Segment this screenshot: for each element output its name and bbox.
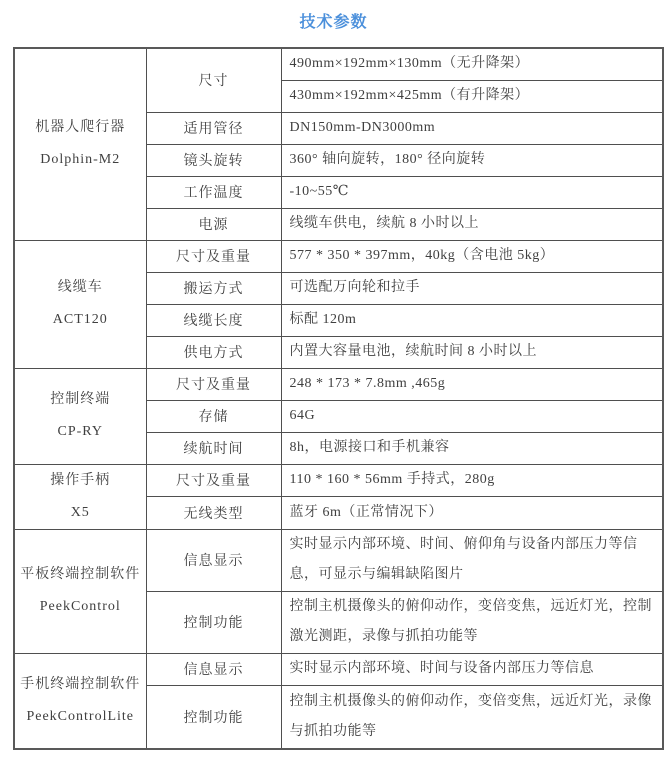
spec-value-cell: 控制主机摄像头的俯仰动作，变倍变焦，远近灯光，录像与抓拍功能等 xyxy=(281,685,663,749)
product-model: CP-RY xyxy=(57,424,103,439)
spec-value-cell: 360° 轴向旋转，180° 径向旋转 xyxy=(281,144,663,176)
product-model: X5 xyxy=(70,504,90,520)
product-model: PeekControl xyxy=(39,599,121,614)
spec-label-cell: 搬运方式 xyxy=(146,272,281,304)
spec-value-cell: 内置大容量电池，续航时间 8 小时以上 xyxy=(281,336,663,368)
spec-label-cell: 无线类型 xyxy=(146,497,281,530)
product-model: Dolphin-M2 xyxy=(40,152,121,168)
spec-label-cell: 信息显示 xyxy=(146,653,281,685)
spec-value-cell: 110 * 160 * 56mm 手持式，280g xyxy=(281,464,663,497)
page-title: 技术参数 xyxy=(299,14,368,31)
table-row xyxy=(14,464,663,497)
spec-value-cell: 标配 120m xyxy=(281,304,663,336)
spec-label-cell: 适用管径 xyxy=(146,112,281,144)
product-model: PeekControlLite xyxy=(26,708,135,724)
product-name-cn: 手机终端控制软件 xyxy=(20,676,141,692)
spec-label-cell: 存储 xyxy=(146,400,281,432)
specs-table xyxy=(13,47,664,750)
spec-label-cell: 电源 xyxy=(146,208,281,240)
product-cell-act120 xyxy=(14,240,146,368)
product-name-cn: 线缆车 xyxy=(57,280,103,295)
spec-value-cell: 实时显示内部环境、时间、俯仰角与设备内部压力等信息，可显示与编辑缺陷图片 xyxy=(281,529,663,591)
product-cell-x5 xyxy=(14,464,146,529)
spec-label-cell: 控制功能 xyxy=(146,685,281,749)
spec-label-cell: 尺寸 xyxy=(146,48,281,112)
spec-label-cell: 供电方式 xyxy=(146,336,281,368)
spec-value-cell: 实时显示内部环境、时间与设备内部压力等信息 xyxy=(281,653,663,685)
spec-value-cell: 577 * 350 * 397mm，40kg（含电池 5kg） xyxy=(281,240,663,272)
spec-label-cell: 尺寸及重量 xyxy=(146,240,281,272)
product-cell-peekcontrol xyxy=(14,529,146,653)
spec-label-cell: 线缆长度 xyxy=(146,304,281,336)
table-row xyxy=(14,240,663,272)
product-cell-dolphin-m2 xyxy=(14,48,146,240)
spec-value-cell: DN150mm-DN3000mm xyxy=(281,112,663,144)
product-cell-peekcontrollite xyxy=(14,653,146,749)
product-model: ACT120 xyxy=(52,312,108,327)
spec-value-cell: 蓝牙 6m（正常情况下） xyxy=(281,497,663,530)
spec-label-cell: 续航时间 xyxy=(146,432,281,464)
table-row xyxy=(14,368,663,400)
product-name-cn: 控制终端 xyxy=(50,392,111,407)
spec-label-cell: 尺寸及重量 xyxy=(146,368,281,400)
spec-value-cell: 可选配万向轮和拉手 xyxy=(281,272,663,304)
spec-value-cell: 430mm×192mm×425mm（有升降架） xyxy=(281,80,663,112)
spec-value-cell: 线缆车供电，续航 8 小时以上 xyxy=(281,208,663,240)
table-row xyxy=(14,529,663,591)
product-name-cn: 平板终端控制软件 xyxy=(20,567,141,582)
product-name-cn: 机器人爬行器 xyxy=(35,120,126,136)
spec-value-cell: 248 * 173 * 7.8mm ,465g xyxy=(281,368,663,400)
spec-label-cell: 信息显示 xyxy=(146,529,281,591)
spec-value-cell: 64G xyxy=(281,400,663,432)
table-row xyxy=(14,48,663,80)
spec-label-cell: 尺寸及重量 xyxy=(146,464,281,497)
spec-value-cell: -10~55℃ xyxy=(281,176,663,208)
spec-value-cell: 控制主机摄像头的俯仰动作，变倍变焦，远近灯光，控制激光测距，录像与抓拍功能等 xyxy=(281,591,663,653)
spec-value-cell: 8h，电源接口和手机兼容 xyxy=(281,432,663,464)
product-cell-cp-ry xyxy=(14,368,146,464)
spec-value-cell: 490mm×192mm×130mm（无升降架） xyxy=(281,48,663,80)
product-name-cn: 操作手柄 xyxy=(50,472,111,488)
table-row xyxy=(14,653,663,685)
spec-label-cell: 控制功能 xyxy=(146,591,281,653)
spec-label-cell: 镜头旋转 xyxy=(146,144,281,176)
spec-label-cell: 工作温度 xyxy=(146,176,281,208)
